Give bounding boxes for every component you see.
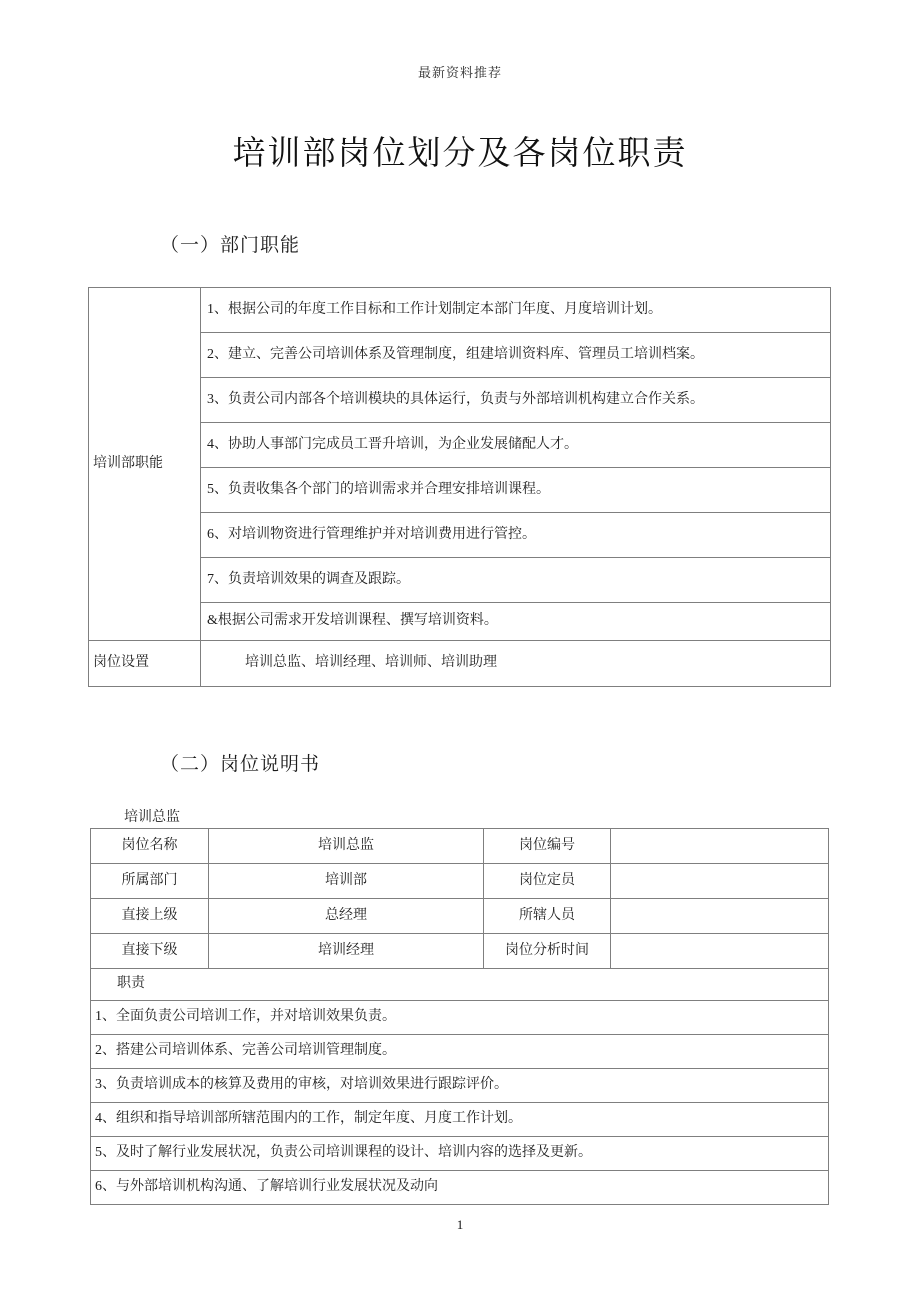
document-title: 培训部岗位划分及各岗位职责: [232, 136, 688, 172]
table-row: [91, 829, 829, 864]
function-item-cell: &根据公司需求开发培训课程、撰写培训资料。: [201, 603, 831, 641]
info-value-cell: 培训经理: [209, 934, 484, 969]
table-row: [89, 378, 831, 423]
header-note: 最新资料推荐: [417, 65, 502, 80]
table-row: [89, 558, 831, 603]
info-value-cell: [611, 829, 829, 864]
duty-item-cell: 6、与外部培训机构沟通、了解培训行业发展状况及动向: [91, 1171, 829, 1205]
department-functions-table: [88, 287, 831, 687]
table-row: [89, 423, 831, 468]
table-row: [91, 1103, 829, 1137]
duty-item-cell: 5、及时了解行业发展状况，负责公司培训课程的设计、培训内容的选择及更新。: [91, 1137, 829, 1171]
info-label-cell: 岗位定员: [484, 864, 611, 899]
function-item-cell: 1、根据公司的年度工作目标和工作计划制定本部门年度、月度培训计划。: [201, 288, 831, 333]
table-row: [89, 641, 831, 687]
info-label-cell: 岗位名称: [91, 829, 209, 864]
duty-header-cell: 职责: [91, 969, 829, 1001]
table-row: [91, 899, 829, 934]
position-title-label: 培训总监: [124, 810, 180, 825]
info-label-cell: 所辖人员: [484, 899, 611, 934]
table-row: [91, 969, 829, 1001]
table-row: [89, 288, 831, 333]
info-label-cell: 直接下级: [91, 934, 209, 969]
section-heading-department-functions: （一）部门职能: [160, 235, 301, 256]
table-row: [91, 1171, 829, 1205]
table-row: [91, 1137, 829, 1171]
info-value-cell: [611, 899, 829, 934]
table-row: [89, 513, 831, 558]
info-label-cell: 岗位分析时间: [484, 934, 611, 969]
table-row: [91, 864, 829, 899]
function-item-cell: 3、负责公司内部各个培训模块的具体运行，负责与外部培训机构建立合作关系。: [201, 378, 831, 423]
page-number: 1: [456, 1217, 464, 1232]
duty-item-cell: 2、搭建公司培训体系、完善公司培训管理制度。: [91, 1035, 829, 1069]
info-value-cell: 培训总监: [209, 829, 484, 864]
table-row: [91, 1035, 829, 1069]
duty-item-cell: 3、负责培训成本的核算及费用的审核，对培训效果进行跟踪评价。: [91, 1069, 829, 1103]
positions-label-cell: 岗位设置: [89, 641, 201, 687]
function-item-cell: 2、建立、完善公司培训体系及管理制度，组建培训资料库、管理员工培训档案。: [201, 333, 831, 378]
table-row: [91, 1001, 829, 1035]
info-value-cell: 培训部: [209, 864, 484, 899]
function-item-cell: 7、负责培训效果的调查及跟踪。: [201, 558, 831, 603]
section-heading-job-description: （二）岗位说明书: [160, 754, 321, 775]
duty-item-cell: 1、全面负责公司培训工作，并对培训效果负责。: [91, 1001, 829, 1035]
table-row: [89, 333, 831, 378]
positions-value-cell: 培训总监、培训经理、培训师、培训助理: [201, 641, 831, 687]
table-row: [91, 1069, 829, 1103]
duty-item-cell: 4、组织和指导培训部所辖范围内的工作，制定年度、月度工作计划。: [91, 1103, 829, 1137]
function-group-label-cell: 培训部职能: [89, 288, 201, 641]
table-row: [91, 934, 829, 969]
info-value-cell: [611, 864, 829, 899]
info-label-cell: 所属部门: [91, 864, 209, 899]
info-label-cell: 岗位编号: [484, 829, 611, 864]
function-item-cell: 5、负责收集各个部门的培训需求并合理安排培训课程。: [201, 468, 831, 513]
info-label-cell: 直接上级: [91, 899, 209, 934]
table-row: [89, 468, 831, 513]
table-row: [89, 603, 831, 641]
function-item-cell: 6、对培训物资进行管理维护并对培训费用进行管控。: [201, 513, 831, 558]
function-item-cell: 4、协助人事部门完成员工晋升培训，为企业发展储配人才。: [201, 423, 831, 468]
job-description-table: [90, 828, 829, 1205]
info-value-cell: [611, 934, 829, 969]
info-value-cell: 总经理: [209, 899, 484, 934]
